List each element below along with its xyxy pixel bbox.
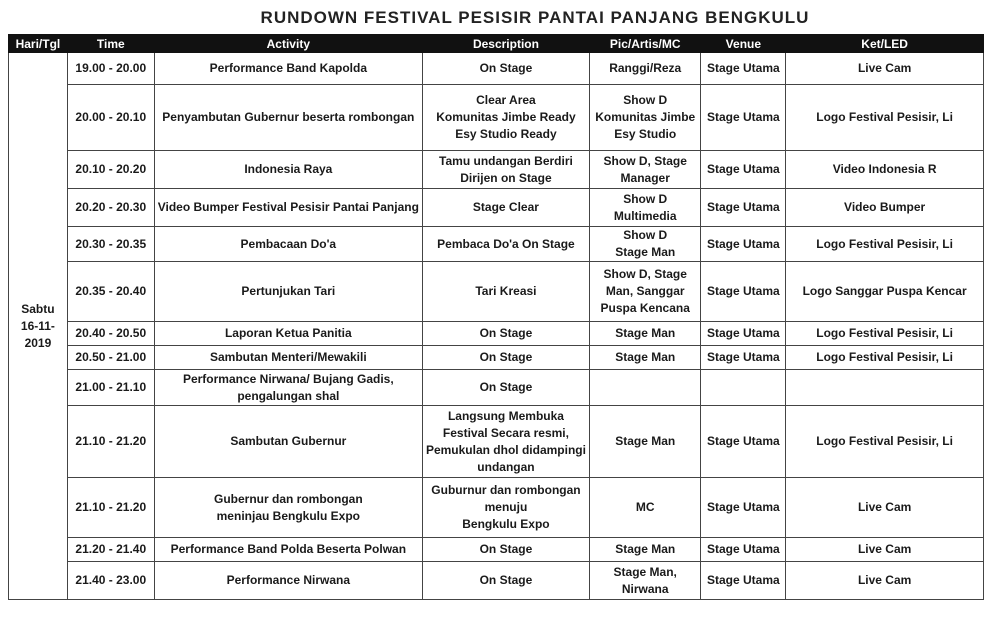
- header-ket: Ket/LED: [786, 35, 984, 53]
- venue-cell: Stage Utama: [701, 538, 786, 562]
- header-venue: Venue: [701, 35, 786, 53]
- cell-line: Esy Studio Ready: [455, 127, 557, 141]
- cell-line: Show D, Stage: [603, 153, 687, 168]
- cell-line: MC: [635, 500, 655, 514]
- ket-cell: Live Cam: [786, 53, 984, 85]
- table-row: [9, 478, 984, 538]
- table-row: [9, 227, 984, 262]
- cell-line: Performance Band Polda Beserta Polwan: [170, 542, 407, 556]
- description-cell: [422, 85, 589, 151]
- cell-line: Stage Clear: [472, 200, 539, 214]
- description-cell: [422, 370, 589, 406]
- table-row: [9, 189, 984, 227]
- pic-cell: [589, 151, 701, 189]
- pic-cell: [589, 562, 701, 600]
- table-row: [9, 85, 984, 151]
- header-time: Time: [67, 35, 154, 53]
- table-row: [9, 538, 984, 562]
- time-cell: 20.00 - 20.10: [67, 85, 154, 151]
- table-row: [9, 262, 984, 322]
- ket-cell: Logo Festival Pesisir, Li: [786, 406, 984, 478]
- pic-cell: [589, 346, 701, 370]
- activity-cell: [154, 562, 422, 600]
- description-cell: [422, 538, 589, 562]
- cell-line: Tari Kreasi: [475, 284, 537, 298]
- cell-line: Show D, Stage: [603, 267, 687, 281]
- description-cell: [422, 406, 589, 478]
- venue-cell: Stage Utama: [701, 562, 786, 600]
- time-cell: 20.10 - 20.20: [67, 151, 154, 189]
- ket-cell: Logo Festival Pesisir, Li: [786, 227, 984, 262]
- activity-cell: [154, 346, 422, 370]
- cell-line: Show D: [623, 191, 668, 206]
- cell-line: Performance Nirwana/ Bujang Gadis,: [182, 371, 394, 386]
- cell-line: Gubernur dan rombongan: [213, 491, 363, 506]
- pic-cell: [589, 227, 701, 262]
- description-cell: [422, 189, 589, 227]
- cell-line: Stage Man: [615, 245, 676, 259]
- time-cell: 21.20 - 21.40: [67, 538, 154, 562]
- venue-cell: Stage Utama: [701, 227, 786, 262]
- venue-cell: Stage Utama: [701, 189, 786, 227]
- activity-cell: [154, 85, 422, 151]
- ket-cell: Logo Festival Pesisir, Li: [786, 346, 984, 370]
- activity-cell: [154, 53, 422, 85]
- cell-line: Esy Studio: [614, 127, 677, 141]
- cell-line: On Stage: [479, 542, 533, 556]
- cell-line: Puspa Kencana: [600, 301, 690, 315]
- description-cell: [422, 227, 589, 262]
- pic-cell: [589, 53, 701, 85]
- time-cell: 20.35 - 20.40: [67, 262, 154, 322]
- cell-line: On Stage: [479, 380, 533, 394]
- cell-line: On Stage: [479, 350, 533, 364]
- cell-line: Clear Area: [476, 93, 536, 107]
- activity-cell: [154, 406, 422, 478]
- cell-line: Komunitas Jimbe: [595, 110, 696, 124]
- description-cell: [422, 478, 589, 538]
- pic-cell: [589, 406, 701, 478]
- time-cell: 21.10 - 21.20: [67, 406, 154, 478]
- cell-line: Manager: [620, 170, 670, 185]
- cell-line: Sambutan Gubernur: [230, 434, 347, 448]
- activity-cell: [154, 151, 422, 189]
- time-cell: 21.10 - 21.20: [67, 478, 154, 538]
- time-cell: 19.00 - 20.00: [67, 53, 154, 85]
- pic-cell: [589, 538, 701, 562]
- venue-cell: Stage Utama: [701, 85, 786, 151]
- venue-cell: Stage Utama: [701, 322, 786, 346]
- cell-line: Show D: [623, 93, 668, 107]
- cell-line: Ranggi/Reza: [609, 61, 682, 75]
- time-cell: 21.40 - 23.00: [67, 562, 154, 600]
- time-cell: 20.50 - 21.00: [67, 346, 154, 370]
- cell-line: Nirwana: [621, 581, 669, 596]
- cell-line: pengalungan shal: [237, 388, 340, 403]
- time-cell: 20.30 - 20.35: [67, 227, 154, 262]
- activity-cell: [154, 478, 422, 538]
- description-cell: [422, 346, 589, 370]
- description-cell: [422, 262, 589, 322]
- ket-cell: Live Cam: [786, 478, 984, 538]
- pic-cell: [589, 189, 701, 227]
- description-cell: [422, 53, 589, 85]
- ket-cell: Live Cam: [786, 562, 984, 600]
- time-cell: 21.00 - 21.10: [67, 370, 154, 406]
- day-name: Sabtu: [21, 301, 55, 316]
- venue-cell: Stage Utama: [701, 53, 786, 85]
- venue-cell: Stage Utama: [701, 406, 786, 478]
- cell-line: Pertunjukan Tari: [241, 284, 336, 298]
- cell-line: Laporan Ketua Panitia: [224, 326, 352, 340]
- venue-cell: [701, 370, 786, 406]
- table-row: [9, 406, 984, 478]
- cell-line: Stage Man: [615, 326, 676, 340]
- table-row: [9, 562, 984, 600]
- ket-cell: [786, 370, 984, 406]
- cell-line: On Stage: [479, 326, 533, 340]
- activity-cell: [154, 538, 422, 562]
- pic-cell: [589, 370, 701, 406]
- activity-cell: [154, 262, 422, 322]
- cell-line: Stage Man: [615, 542, 676, 556]
- table-row: [9, 53, 984, 85]
- cell-line: On Stage: [479, 61, 533, 75]
- pic-cell: [589, 322, 701, 346]
- cell-line: undangan: [477, 459, 535, 474]
- cell-line: Man, Sanggar: [605, 284, 685, 298]
- venue-cell: Stage Utama: [701, 478, 786, 538]
- table-row: [9, 151, 984, 189]
- cell-line: Guburnur dan rombongan: [431, 483, 581, 497]
- cell-line: On Stage: [479, 573, 533, 587]
- venue-cell: Stage Utama: [701, 151, 786, 189]
- cell-line: Bengkulu Expo: [462, 517, 550, 531]
- cell-line: Dirijen on Stage: [460, 170, 552, 185]
- ket-cell: Logo Festival Pesisir, Li: [786, 85, 984, 151]
- pic-cell: [589, 85, 701, 151]
- ket-cell: Video Bumper: [786, 189, 984, 227]
- description-cell: [422, 322, 589, 346]
- header-row: [9, 35, 984, 53]
- pic-cell: [589, 478, 701, 538]
- description-cell: [422, 151, 589, 189]
- venue-cell: Stage Utama: [701, 262, 786, 322]
- cell-line: Video Bumper Festival Pesisir Pantai Panjang: [157, 200, 419, 214]
- venue-cell: Stage Utama: [701, 346, 786, 370]
- cell-line: Performance Band Kapolda: [209, 61, 368, 75]
- pic-cell: [589, 262, 701, 322]
- ket-cell: Logo Sanggar Puspa Kencar: [786, 262, 984, 322]
- time-cell: 20.20 - 20.30: [67, 189, 154, 227]
- ket-cell: Logo Festival Pesisir, Li: [786, 322, 984, 346]
- cell-line: Stage Man,: [613, 564, 677, 579]
- day-date: 16-11-2019: [20, 318, 55, 350]
- cell-line: Pembaca Do'a On Stage: [437, 236, 575, 251]
- cell-line: Langsung Membuka: [447, 408, 564, 423]
- table-row: [9, 322, 984, 346]
- ket-cell: Video Indonesia R: [786, 151, 984, 189]
- cell-line: Festival Secara resmi,: [442, 425, 569, 440]
- ket-cell: Live Cam: [786, 538, 984, 562]
- cell-line: Tamu undangan Berdiri: [439, 153, 573, 168]
- cell-line: meninjau Bengkulu Expo: [216, 508, 360, 523]
- table-row: [9, 346, 984, 370]
- cell-line: Stage Man: [615, 350, 676, 364]
- header-pic: Pic/Artis/MC: [589, 35, 701, 53]
- cell-line: Show D: [623, 228, 668, 242]
- cell-line: Performance Nirwana: [226, 573, 351, 587]
- day-cell: [9, 53, 68, 600]
- header-day: Hari/Tgl: [9, 35, 68, 53]
- cell-line: Multimedia: [613, 208, 677, 223]
- cell-line: menuju: [484, 500, 528, 514]
- activity-cell: [154, 322, 422, 346]
- table-row: [9, 370, 984, 406]
- cell-line: Indonesia Raya: [244, 162, 333, 176]
- rundown-table: [8, 34, 984, 600]
- cell-line: Komunitas Jimbe Ready: [436, 110, 576, 124]
- activity-cell: [154, 189, 422, 227]
- description-cell: [422, 562, 589, 600]
- activity-cell: [154, 227, 422, 262]
- cell-line: Penyambutan Gubernur beserta rombongan: [162, 110, 415, 124]
- document-title: RUNDOWN FESTIVAL PESISIR PANTAI PANJANG BENGKULU: [260, 8, 810, 27]
- time-cell: 20.40 - 20.50: [67, 322, 154, 346]
- cell-line: Pemukulan dhol didampingi: [425, 442, 586, 457]
- activity-cell: [154, 370, 422, 406]
- header-description: Description: [422, 35, 589, 53]
- cell-line: Pembacaan Do'a: [240, 236, 337, 251]
- header-activity: Activity: [154, 35, 422, 53]
- cell-line: Stage Man: [615, 434, 676, 448]
- cell-line: Sambutan Menteri/Mewakili: [209, 350, 367, 364]
